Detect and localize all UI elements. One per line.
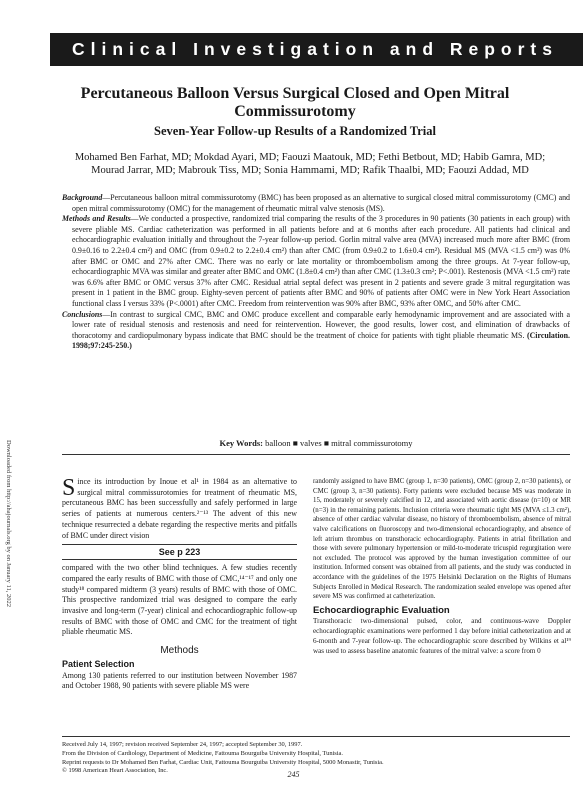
footnote-affiliation: From the Division of Cardiology, Department of Medicine, Fattouma Bourguiba University Hospital, Tunisia.: [62, 749, 343, 757]
abstract-methods-label: Methods and Results: [62, 214, 131, 224]
abstract-methods-text: —We conducted a prospective, randomized trial comparing the results of the 3 procedures in 90 patients (30 patients in each group) with severe pliable MS. Cardiac catheterization was performed in all patients before and at 6 months after each procedure. All patients had clinical and echocardiographic evaluation initially and throughout the 7-year follow-up period. Gorlin mitral valve area (MVA) increased much more after BMC (from 0.9±0.16 to 2.2±0.4 cm²) and OMC (from 0.9±0.2 to 2.2±0.4 cm²) than after CMC (from 0.9±0.2 to 1.6±0.4 cm²). Residual MS (MVA <1.5 cm²) was 0% after BMC or OMC and 27% after CMC. There was no early or late mortality or thromboembolism among the three groups. At 7-year follow-up, echocardiographic MVA was similar and greater after BMC and OMC (1.8±0.4 cm²) than after CMC (1.3±0.3 cm²; P<.001). Restenosis (MVA <1.5 cm²) rate was 6.6% after BMC or OMC versus 37% after CMC. Residual atrial septal defect was present in 2 patients and severe grade 3 mitral regurgitation was present in 1 patient in the BMC group. Eighty-seven percent of patients after BMC and 90% of patients after OMC were in New York Heart Association functional class I versus 33% (P<.0001) after CMC. Freedom from reintervention was 90% after BMC, 93% after OMC, and 50% after CMC.: [72, 214, 570, 308]
abstract-methods: [62, 214, 570, 309]
keywords-items: balloon ■ valves ■ mitral commissurotomy: [265, 438, 413, 448]
echo-evaluation-heading: Echocardiographic Evaluation: [313, 604, 450, 616]
keywords-divider: [62, 454, 570, 455]
footnote-reprint: Reprint requests to Dr Mohamed Ben Farhat, Cardiac Unit, Fattouma Bourguiba University Hospital, 5000 Monastir, Tunisia.: [62, 758, 384, 766]
intro-text: ince its introduction by Inoue et al¹ in 1984 as an alternative to surgical mitral commissurotomies for treatment of rheumatic MS, percutaneous BMC has been successfully and safely performed in large series of patients at numerous centers.²⁻¹³ The advent of this new technique resurrected a debate regarding the respective merits and pitfalls of BMC under direct vision: [62, 477, 297, 540]
abstract-background-text: —Percutaneous balloon mitral commissurotomy (BMC) has been proposed as an alternative to surgical closed mitral commissurotomy (CMC) and open mitral commissurotomy (OMC) for the management of rheumatic mitral valve stenosis (MS).: [72, 193, 570, 213]
page-number: 245: [287, 770, 300, 779]
footnote-copyright: © 1998 American Heart Association, Inc.: [62, 767, 168, 775]
methods-heading: Methods: [160, 645, 199, 657]
patient-selection-text: Among 130 patients referred to our institution between November 1987 and October 1988, 90 patients with severe pliable MS were: [62, 670, 297, 691]
article-title: Percutaneous Balloon Versus Surgical Closed and Open Mitral Commissurotomy: [80, 85, 510, 120]
footnote-divider: [62, 736, 570, 737]
echo-evaluation-text: Transthoracic two-dimensional pulsed, color, and continuous-wave Doppler echocardiographic examinations were performed 1 day before initial catheterization and at 6-month and 7-year follow-up. The echocardiographic score described by Wilkins et al¹⁹ was used to assess baseline anatomic features of the mitral valve: a score from 0: [313, 617, 571, 656]
abstract: [62, 193, 570, 352]
keywords-label: Key Words:: [219, 438, 263, 448]
abstract-conclusions-text: —In contrast to surgical CMC, BMC and OMC produce excellent and comparable early hemodynamic improvement and are associated with a lower rate of residual stenosis and restenosis and need for reintervention. However, the good results, lower cost, and elimination of drawbacks of thoracotomy and cardiopulmonary bypass indicate that BMC should be the treatment of choice for patients with tight pliable rheumatic MS.: [72, 309, 570, 340]
abstract-background: [62, 193, 570, 214]
article-subtitle: Seven-Year Follow-up Results of a Randomized Trial: [154, 124, 436, 138]
intro-continued: compared with the two other blind techniques. A few studies recently compared the early results of BMC with those of CMC,¹⁴⁻¹⁷ and only one study¹⁸ compared midterm (3 years) results of BMC with those of OMC. This prospective randomized trial was designed to compare the early invasive and long-term (7-year) clinical and echocardiographic follow-up results of BMC with those of OMC and CMC for the treatment of tight pliable rheumatic MS.: [62, 563, 297, 637]
body-right-column: [313, 477, 571, 656]
section-banner: Clinical Investigation and Reports: [50, 33, 583, 66]
abstract-conclusions-label: Conclusions: [62, 309, 103, 319]
author-line-1: Mohamed Ben Farhat, MD; Mokdad Ayari, MD; Faouzi Maatouk, MD; Fethi Betbout, MD; Habib Gamra, MD;: [74, 152, 546, 163]
body-left-column: [62, 477, 297, 692]
keywords: [62, 438, 570, 448]
abstract-conclusions: [62, 310, 570, 352]
patient-selection-heading: Patient Selection: [62, 658, 135, 669]
see-page-link[interactable]: See p 223: [62, 544, 297, 560]
download-note-text: Downloaded from http://ahajournals.org by on January 11, 2022: [5, 440, 12, 607]
footnote-received: Received July 14, 1997; revision received September 24, 1997; accepted September 30, 1997.: [62, 741, 303, 748]
author-line-2: Mourad Jarrar, MD; Mabrouk Tiss, MD; Sonia Hammami, MD; Rafik Thaalbi, MD; Faouzi Addad, MD: [91, 165, 529, 176]
abstract-citation: (Circulation. 1998;97:245-250.): [72, 330, 570, 351]
intro-paragraph: [62, 477, 297, 541]
drop-cap: S: [62, 475, 76, 501]
author-list: [50, 151, 570, 177]
abstract-background-label: Background: [62, 193, 103, 202]
randomization-text: randomly assigned to have BMC (group 1, n=30 patients), OMC (group 2, n=30 patients), or CMC (group 3, n=30 patients). Forty patients were excluded because MS was moderate in 15, moderately or severely calcified in 12, and associated with aortic disease (n=10) or MR (n=3) in the remaining patients. Inclusion criteria were rheumatic tight MS (MVA ≤1.3 cm²), absence of other cardiac valvular disease, no history of thromboembolism, absence of mitral valve calcifications on fluoroscopy and two-dimensional echocardiography, and absence of left atrium thrombus on transthoracic echocardiography. Patients in atrial fibrillation and those with severe pulmonary hypertension or mild-to-moderate tricuspid regurgitation were not excluded. The protocol was approved by the human investigation committee of our institution. Informed consent was obtained from all patients, and the study was conducted in accordance with the guidelines of the 1975 Helsinki Declaration on the Rights of Humans Subjects Enrolled in Medical Research. The randomization sealed envelope was opened after severe MS was confirmed at catheterization.: [313, 478, 571, 601]
